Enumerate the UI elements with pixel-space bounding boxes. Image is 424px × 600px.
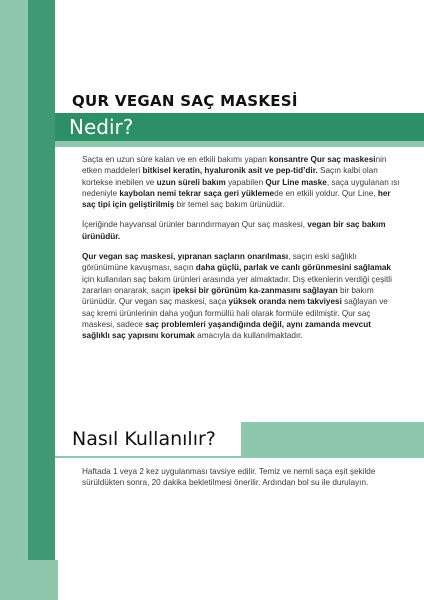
section-heading-underline xyxy=(55,141,424,147)
paragraph xyxy=(82,154,400,210)
paragraph xyxy=(82,219,400,242)
emphasis-text: bitkisel keratin, hyaluronik asit ve pep-tid’dir. xyxy=(142,166,318,176)
body-text: sağlayan ve saç kremi ürünlerinin daha yoğun formüllü hali olarak formüle edilmiştir. Qur saç maskesi, sadece xyxy=(82,297,388,329)
paragraph xyxy=(82,466,400,489)
emphasis-text: ipeksi bir görünüm ka-zanmasını sağlayan xyxy=(173,285,338,295)
emphasis-text: yüksek oranda nem takviyesi xyxy=(228,297,342,307)
emphasis-text: konsantre Qur saç maskesi xyxy=(269,155,376,164)
emphasis-text: vegan bir saç bakım ürünüdür. xyxy=(82,220,386,241)
emphasis-text: her saç tipi için geliştirilmiş xyxy=(82,188,391,210)
emphasis-text: Qur vegan saç maskesi, yıpranan saçların onarılması xyxy=(82,252,289,262)
body-text: yapabilen xyxy=(225,177,266,187)
body-text: bir bakım ürünüdür. Qur vegan saç maskesi, saça xyxy=(82,285,374,307)
section-heading-band xyxy=(55,113,424,141)
emphasis-text: kaybolan nemi tekrar saça geri yükleme xyxy=(119,188,275,198)
decorative-bottom-block xyxy=(0,560,58,600)
body-text: Haftada 1 veya 2 kez uygulanması tavsiye edilir. Temiz ve nemli saça eşit şekilde sürüldükten sonra, 20 dakika bekletilmesi önerilir. Ardından bol su ile durulayın. xyxy=(82,467,376,488)
section-body-nasil-kullanilir xyxy=(82,466,400,498)
body-text: için kullanılan saç bakım ürünleri arasında yer almaktadır. Dış etkenlerin verdiği çeşitli zararları onararak, saçın xyxy=(82,274,392,295)
body-text: de en etkili yoldur. Qur Line, xyxy=(274,188,378,198)
body-text: bir temel saç bakım ürünüdür. xyxy=(174,200,285,210)
body-text: amacıyla da kullanılmaktadır. xyxy=(194,331,303,341)
body-text: Saçın kalbi olan kortekse inebilen ve xyxy=(82,166,378,187)
decorative-stripe-dark xyxy=(28,0,55,600)
decorative-stripe-light xyxy=(0,0,28,600)
section-heading-nedir: Nedir? xyxy=(69,115,134,139)
paragraph xyxy=(82,251,400,341)
emphasis-text: daha güçlü, parlak ve canlı görünmesini sağlamak xyxy=(195,263,391,273)
body-text: , saça uygulanan ısı nedeniyle xyxy=(82,177,400,198)
body-text: , saçın eski sağlıklı görünümüne kavuşması, saçın xyxy=(82,252,357,273)
emphasis-text: saç problemleri yaşandığında değil, aynı zamanda mevcut sağlıklı saç yapısını korumak xyxy=(82,319,371,341)
body-text: nin etken maddeleri xyxy=(82,155,387,176)
emphasis-text: uzun süreli bakım xyxy=(156,177,226,187)
page-title: QUR VEGAN SAÇ MASKESİ xyxy=(72,92,298,110)
section-body-nedir xyxy=(82,154,400,350)
body-text: Saçta en uzun süre kalan ve en etkili bakımı yapan xyxy=(82,155,270,164)
emphasis-text: Qur Line maske xyxy=(265,177,327,187)
body-text: İçeriğinde hayvansal ürünler barındırmayan Qur saç maskesi, xyxy=(82,220,308,230)
section-heading-nasil-kullanilir: Nasıl Kullanılır? xyxy=(72,428,216,450)
